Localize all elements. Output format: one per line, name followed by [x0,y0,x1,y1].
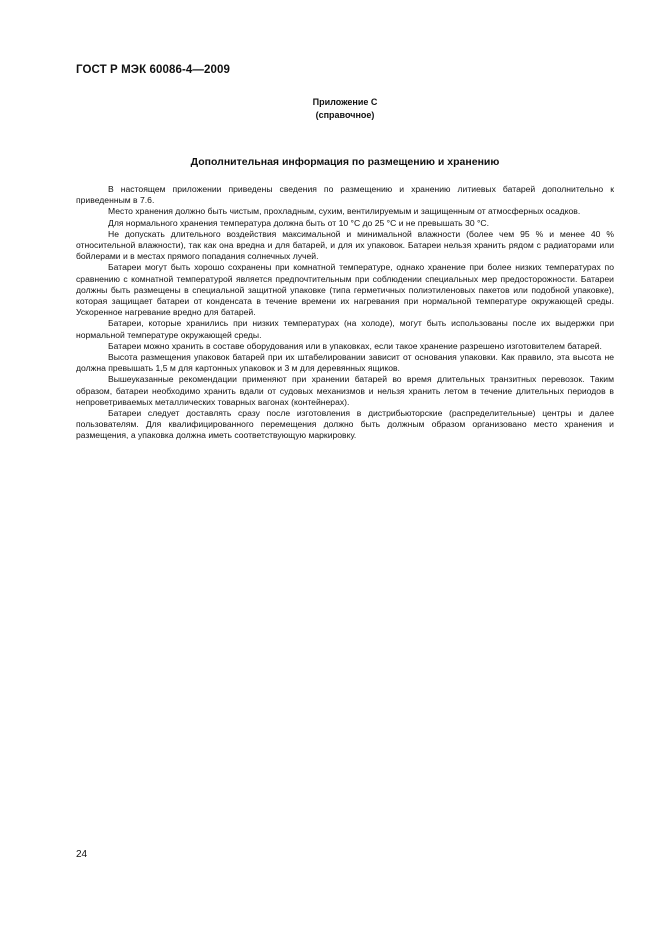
paragraph: Для нормального хранения температура должна быть от 10 °С до 25 °С и не превышать 30 °С. [108,217,490,228]
body-text [76,184,614,442]
appendix-heading [76,96,614,122]
paragraph: Не допускать длительного воздействия максимальной и минимальной влажности (более чем 95 % и менее 40 % относительной влажности), так как она вредна и для батарей, и для их упаковок. Батареи нельзя хранить рядом с радиаторами или бойлерами и в местах прямого попадания солнечных лучей. [76,228,614,262]
page-number: 24 [76,849,88,860]
appendix-kind: (справочное) [315,110,375,120]
paragraph: Место хранения должно быть чистым, прохладным, сухим, вентилируемым и защищенным от атмосферных осадков. [108,206,581,217]
paragraph: В настоящем приложении приведены сведения по размещению и хранению литиевых батарей дополнительно к приведенным в 7.6. [76,184,614,206]
section-title: Дополнительная информация по размещению и хранению [190,156,500,168]
paragraph: Батареи могут быть хорошо сохранены при комнатной температуре, однако хранение при более низких температурах по сравнению с комнатной температурой является предпочтительным при соблюдении специальных мер предосторожности. Батареи должны быть размещены в специальной защитной упаковке (типа герметичных полиэтиленовых пакетов или подобной упаковке), которая защищает батареи от конденсата в течение времени их нагревания при нормальной температуре окружающей среды. Ускоренное нагревание вредно для батарей. [76,262,614,318]
paragraph: Вышеуказанные рекомендации применяют при хранении батарей во время длительных транзитных перевозок. Таким образом, батареи необходимо хранить вдали от судовых механизмов и нельзя хранить летом в течение длительных периодов в непроветриваемых металлических товарных вагонах (контейнерах). [76,374,614,407]
document-code-header: ГОСТ Р МЭК 60086-4—2009 [76,64,230,76]
paragraph: Батареи можно хранить в составе оборудования или в упаковках, если такое хранение разрешено изготовителем батарей. [108,340,602,351]
paragraph: Батареи следует доставлять сразу после изготовления в дистрибьюторские (распределительные) центры и далее пользователям. Для квалифицированного перемещения должно быть должным образом организовано место хранения и размещения, а упаковка должна иметь соответствующую маркировку. [76,408,614,441]
paragraph: Батареи, которые хранились при низких температурах (на холоде), могут быть использованы после их выдержки при нормальной температуре окружающей среды. [76,318,614,340]
paragraph: Высота размещения упаковок батарей при их штабелировании зависит от основания упаковки. Как правило, эта высота не должна превышать 1,5 м для картонных упаковок и 3 м для деревянных ящиков. [76,352,614,374]
appendix-label: Приложение С [312,97,378,107]
